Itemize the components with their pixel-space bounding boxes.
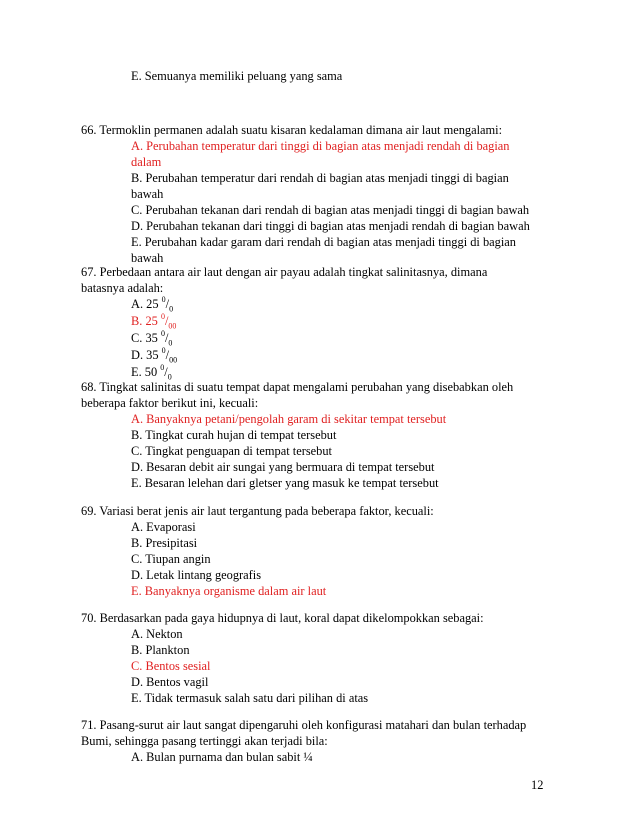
q69-option-e: E. Banyaknya organisme dalam air laut: [131, 584, 327, 598]
q70-option-b: B. Plankton: [131, 643, 190, 657]
q67-option-e: E. 50 $^0/_0$: [131, 362, 172, 382]
q71-option-a: A. Bulan purnama dan bulan sabit ¼: [131, 750, 313, 764]
q71-question-line1: 71. Pasang-surut air laut sangat dipengaruhi oleh konfigurasi matahari dan bulan terhadap: [81, 718, 527, 732]
q69-option-d: D. Letak lintang geografis: [131, 568, 262, 582]
q66-option-a-line2: dalam: [131, 155, 162, 169]
q68-option-e: E. Besaran lelehan dari gletser yang masuk ke tempat tersebut: [131, 476, 439, 490]
q69-option-c: C. Tiupan angin: [131, 552, 211, 566]
q70-option-e: E. Tidak termasuk salah satu dari pilihan di atas: [131, 691, 369, 705]
q71-question-line2: Bumi, sehingga pasang tertinggi akan terjadi bila:: [81, 734, 328, 748]
q66-option-c: C. Perubahan tekanan dari rendah di bagian atas menjadi tinggi di bagian bawah: [131, 203, 530, 217]
page-number: 12: [531, 778, 544, 792]
q70-option-a: A. Nekton: [131, 627, 183, 641]
q66-option-d: D. Perubahan tekanan dari tinggi di bagian atas menjadi rendah di bagian bawah: [131, 219, 530, 233]
q70-question: 70. Berdasarkan pada gaya hidupnya di laut, koral dapat dikelompokkan sebagai:: [81, 611, 484, 625]
q67-option-b: B. 25 $^0/_{00}$: [131, 311, 177, 331]
q67-option-a: A. 25 $^0/_0$: [131, 294, 174, 314]
q69-question: 69. Variasi berat jenis air laut tergantung pada beberapa faktor, kecuali:: [81, 504, 434, 518]
q66-option-e-line1: E. Perubahan kadar garam dari rendah di bagian atas menjadi tinggi di bagian: [131, 235, 517, 249]
q66-option-b-line1: B. Perubahan temperatur dari rendah di bagian atas menjadi tinggi di bagian: [131, 171, 509, 185]
q68-option-c: C. Tingkat penguapan di tempat tersebut: [131, 444, 332, 458]
q65-option-e: E. Semuanya memiliki peluang yang sama: [131, 69, 343, 83]
q70-option-c: C. Bentos sesial: [131, 659, 211, 673]
q70-option-d: D. Bentos vagil: [131, 675, 209, 689]
q67-question-line1: 67. Perbedaan antara air laut dengan air payau adalah tingkat salinitasnya, dimana: [81, 265, 488, 279]
q68-option-b: B. Tingkat curah hujan di tempat tersebut: [131, 428, 337, 442]
q68-question-line2: beberapa faktor berikut ini, kecuali:: [81, 396, 259, 410]
q66-question: 66. Termoklin permanen adalah suatu kisaran kedalaman dimana air laut mengalami:: [81, 123, 503, 137]
q67-question-line2: batasnya adalah:: [81, 281, 164, 295]
q67-option-d: D. 35 $^0/_{00}$: [131, 345, 178, 365]
q68-option-a: A. Banyaknya petani/pengolah garam di sekitar tempat tersebut: [131, 412, 447, 426]
q66-option-e-line2: bawah: [131, 251, 164, 265]
q68-question-line1: 68. Tingkat salinitas di suatu tempat dapat mengalami perubahan yang disebabkan oleh: [81, 380, 514, 394]
q67-option-c: C. 35 $^0/_0$: [131, 328, 173, 348]
q68-option-d: D. Besaran debit air sungai yang bermuara di tempat tersebut: [131, 460, 435, 474]
q66-option-a-line1: A. Perubahan temperatur dari tinggi di bagian atas menjadi rendah di bagian: [131, 139, 510, 153]
q69-option-b: B. Presipitasi: [131, 536, 198, 550]
q69-option-a: A. Evaporasi: [131, 520, 196, 534]
q66-option-b-line2: bawah: [131, 187, 164, 201]
